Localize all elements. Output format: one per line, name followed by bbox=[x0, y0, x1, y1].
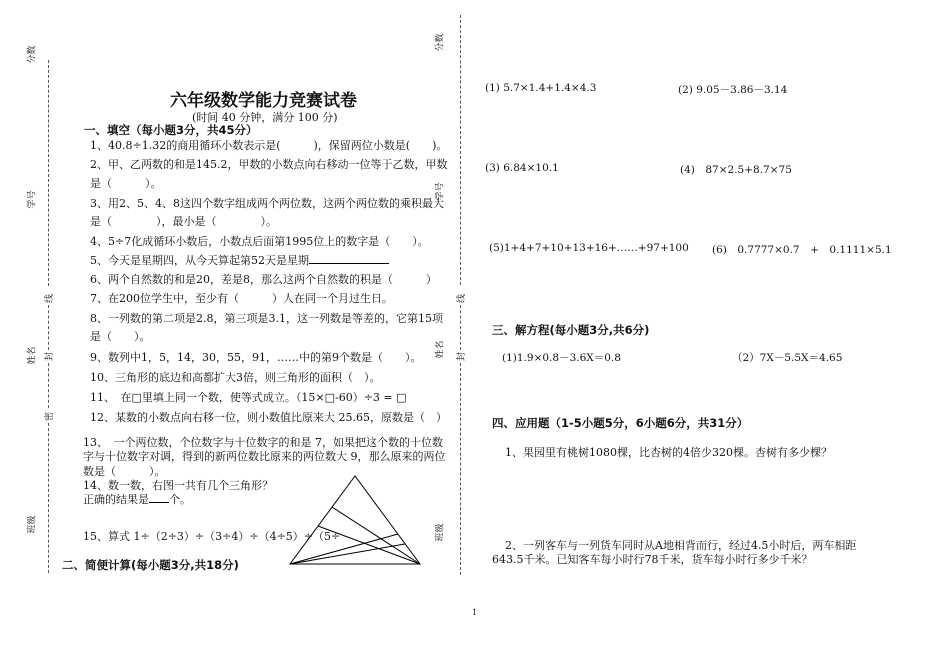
s2-item: (4) 87×2.5+8.7×75 bbox=[680, 164, 792, 176]
s1-line: 是（ ）。 bbox=[90, 177, 162, 190]
s1-line: 1、40.8÷1.32的商用循环小数表示是( )，保留两位小数是( )。 bbox=[90, 139, 448, 152]
s2-item: (5)1+4+7+10+13+16+……+97+100 bbox=[489, 242, 689, 254]
margin-class-label: 班级 bbox=[27, 515, 38, 534]
s1-line: 10、三角形的底边和高都扩大3倍，则三角形的面积（ ）。 bbox=[90, 371, 381, 384]
s1-line: 3、用2、5、4、8这四个数字组成两个两位数，这两个两位数的乘积最大 bbox=[90, 197, 444, 210]
s1-line: 是（ ），最小是（ ）。 bbox=[90, 215, 277, 228]
margin-seal-label: 封 bbox=[45, 351, 56, 362]
margin-cut-line bbox=[48, 305, 49, 350]
mid-name-label: 姓名 bbox=[435, 340, 446, 359]
mid-cut-line bbox=[460, 363, 461, 575]
s1-line: 正确的结果是 个。 bbox=[83, 493, 191, 506]
s2-item: (1) 5.7×1.4+1.4×4.3 bbox=[485, 82, 597, 94]
s1-line: 4、5÷7化成循环小数后，小数点后面第1995位上的数字是（ ）。 bbox=[90, 235, 429, 248]
s2-item: (6) 0.7777×0.7 + 0.1111×5.1 bbox=[712, 244, 892, 256]
page-title: 六年级数学能力竞赛试卷 bbox=[170, 91, 357, 111]
s1-line: 11、 在□里填上同一个数，使等式成立。（15×□-60）÷3 = □ bbox=[90, 391, 407, 404]
section3-heading: 三、解方程(每小题3分,共6分) bbox=[492, 323, 650, 337]
s4-question-1: 1、果园里有桃树1080棵，比杏树的4倍少320棵。杏树有多少棵？ bbox=[505, 446, 832, 459]
answer-blank[interactable] bbox=[309, 263, 389, 264]
s2-item: (2) 9.05－3.86－3.14 bbox=[678, 84, 788, 96]
margin-student-id-label: 学号 bbox=[27, 190, 38, 209]
s1-line: 9、数列中1，5，14，30，55，91，……中的第9个数是（ ）。 bbox=[90, 351, 422, 364]
page-number: 1 bbox=[472, 608, 478, 617]
s1-line: 8、一列数的第二项是2.8，第三项是3.1，这一列数是等差的，它第15项 bbox=[90, 312, 443, 325]
margin-cut-line bbox=[48, 363, 49, 408]
margin-cut-line-label: 线 bbox=[45, 293, 56, 304]
margin-cut-line bbox=[48, 423, 49, 573]
section1-heading: 一、填空（每小题3分，共45分） bbox=[84, 123, 258, 137]
margin-score-label: 分数 bbox=[27, 45, 38, 64]
triangle-inner-line bbox=[318, 526, 420, 564]
s1-line: 7、在200位学生中，至少有（ ）人在同一个月过生日。 bbox=[90, 292, 393, 305]
mid-cut-line bbox=[460, 15, 461, 285]
mid-cut-line-label: 线 bbox=[457, 293, 468, 304]
page-subtitle: (时间 40 分钟，满分 100 分) bbox=[192, 111, 338, 124]
s1-line: 14、数一数，右图一共有几个三角形？ bbox=[83, 479, 273, 492]
triangle-inner-line bbox=[290, 544, 405, 564]
s1-line: 13、 一个两位数，个位数字与十位数字的和是 7，如果把这个数的十位数 bbox=[83, 436, 443, 449]
margin-cut-line bbox=[48, 60, 49, 286]
s3-item: (1)1.9×0.8－3.6X＝0.8 bbox=[502, 352, 621, 364]
margin-name-label: 姓名 bbox=[27, 346, 38, 365]
mid-score-label: 分数 bbox=[435, 33, 446, 52]
s2-item: (3) 6.84×10.1 bbox=[485, 162, 559, 174]
s1-line: 是（ ）。 bbox=[90, 330, 151, 343]
mid-seal-label: 封 bbox=[457, 351, 468, 362]
triangle-inner-line bbox=[332, 507, 420, 564]
mid-student-id-label: 学号 bbox=[435, 182, 446, 201]
answer-blank[interactable] bbox=[149, 502, 169, 503]
s1-line: 6、两个自然数的和是20，差是8，那么这两个自然数的积是（ ） bbox=[90, 273, 437, 286]
s1-line: 5、今天是星期四，从今天算起第52天是星期 bbox=[90, 252, 389, 268]
s1-line: 2、甲、乙两数的和是145.2，甲数的小数点向右移动一位等于乙数，甲数 bbox=[90, 158, 448, 171]
margin-dense-label: 密 bbox=[45, 411, 56, 422]
triangle-inner-line bbox=[290, 534, 398, 564]
s1-line: 12、某数的小数点向右移一位，则小数值比原来大 25.65，原数是（ ） bbox=[90, 411, 447, 424]
mid-class-label: 班级 bbox=[435, 523, 446, 542]
section2-heading: 二、简便计算(每小题3分,共18分) bbox=[62, 558, 239, 572]
triangle-figure bbox=[280, 470, 430, 570]
section4-heading: 四、应用题（1-5小题5分，6小题6分，共31分） bbox=[492, 416, 749, 430]
s3-item: （2）7X－5.5X＝4.65 bbox=[732, 352, 843, 364]
s1-line: 15、算式 1÷（2÷3）÷（3÷4）÷（4÷5）÷（5÷ bbox=[83, 530, 341, 543]
s4-question-2: 2、一列客车与一列货车同时从A地相背而行，经过4.5小时后，两车相距 bbox=[505, 539, 857, 552]
mid-cut-line bbox=[460, 305, 461, 350]
s1-line: 数是（ ）。 bbox=[83, 465, 166, 478]
s4-question-2: 643.5千米。已知客车每小时行78千米，货车每小时行多少千米？ bbox=[492, 553, 813, 566]
s1-line: 字与十位数字对调，得到的新两位数比原来的两位数大 9，那么原来的两位 bbox=[83, 450, 446, 463]
